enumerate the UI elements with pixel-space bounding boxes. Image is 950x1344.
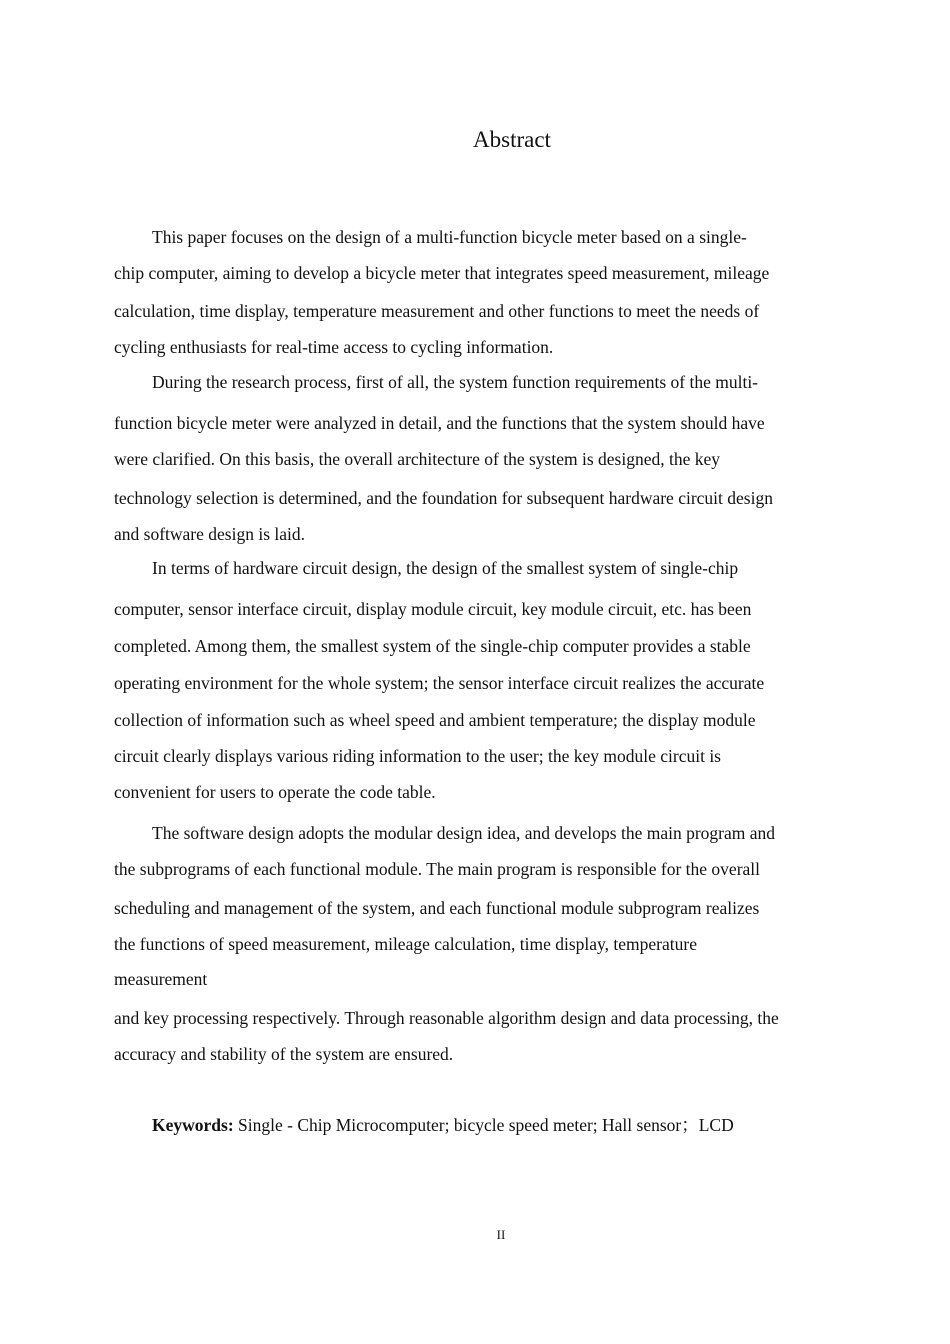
paragraph-2-line-5: and software design is laid. xyxy=(114,524,305,544)
paragraph-2-line-3: were clarified. On this basis, the overall architecture of the system is designed, the key xyxy=(114,449,720,469)
paragraph-4-line-1: The software design adopts the modular design idea, and develops the main program and xyxy=(152,823,776,843)
paragraph-1-line-2: chip computer, aiming to develop a bicycle meter that integrates speed measurement, mileage xyxy=(114,263,770,283)
keywords-label: Keywords: xyxy=(152,1115,234,1135)
paragraph-1-line-1: This paper focuses on the design of a multi-function bicycle meter based on a single- xyxy=(152,227,747,247)
keywords-line xyxy=(152,1114,734,1136)
paragraph-3-line-5: collection of information such as wheel speed and ambient temperature; the display module xyxy=(114,710,756,730)
paragraph-4-line-4: the functions of speed measurement, mileage calculation, time display, temperature xyxy=(114,934,697,954)
paragraph-2-line-1: During the research process, first of all, the system function requirements of the multi- xyxy=(152,372,759,392)
paragraph-3-line-1: In terms of hardware circuit design, the design of the smallest system of single-chip xyxy=(152,558,739,578)
paragraph-4-line-5: measurement xyxy=(114,969,208,989)
page-title: Abstract xyxy=(473,127,551,152)
paragraph-4-line-6: and key processing respectively. Through reasonable algorithm design and data processing, the xyxy=(114,1008,779,1028)
paragraph-1-line-3: calculation, time display, temperature measurement and other functions to meet the needs of xyxy=(114,301,760,321)
paragraph-3-line-4: operating environment for the whole system; the sensor interface circuit realizes the accurate xyxy=(114,673,765,693)
paragraph-3-line-3: completed. Among them, the smallest system of the single-chip computer provides a stable xyxy=(114,636,751,656)
paragraph-3-line-6: circuit clearly displays various riding information to the user; the key module circuit is xyxy=(114,746,721,766)
paragraph-2-line-2: function bicycle meter were analyzed in detail, and the functions that the system should have xyxy=(114,413,765,433)
paragraph-2-line-4: technology selection is determined, and the foundation for subsequent hardware circuit design xyxy=(114,488,773,508)
keywords-text: Single - Chip Microcomputer; bicycle speed meter; Hall sensor；LCD xyxy=(233,1115,734,1135)
paragraph-4-line-7: accuracy and stability of the system are ensured. xyxy=(114,1044,454,1064)
paragraph-1-line-4: cycling enthusiasts for real-time access to cycling information. xyxy=(114,337,554,357)
page-number: II xyxy=(496,1227,506,1242)
paragraph-3-line-2: computer, sensor interface circuit, display module circuit, key module circuit, etc. has been xyxy=(114,599,752,619)
paragraph-4-line-3: scheduling and management of the system, and each functional module subprogram realizes xyxy=(114,898,760,918)
paragraph-3-line-7: convenient for users to operate the code table. xyxy=(114,782,436,802)
paragraph-4-line-2: the subprograms of each functional module. The main program is responsible for the overall xyxy=(114,859,761,879)
